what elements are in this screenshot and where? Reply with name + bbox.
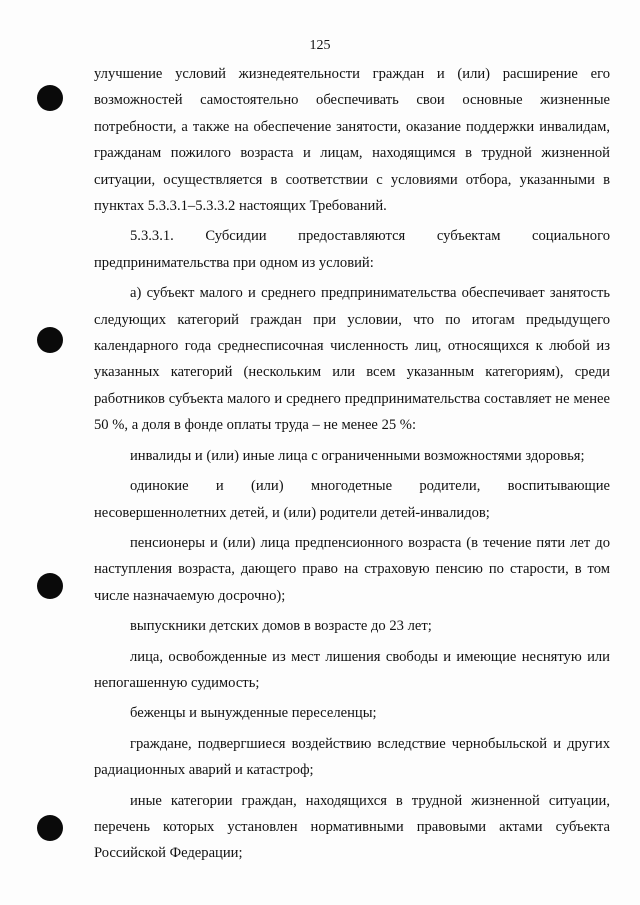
punch-hole-mark [37,815,63,841]
punch-hole-mark [37,573,63,599]
paragraph: а) субъект малого и среднего предпринимательства обеспечивает занятость следующих категорий граждан при условии, что по итогам предыдущего календарного года среднесписочная численность лиц, относящихся к любой из указанных категорий (нескольким или всем указанным категориям), среди работников субъекта малого и среднего предпринимательства составляет не менее 50 %, а доля в фонде оплаты труда – не менее 25 %: [94,285,610,434]
punch-hole-mark [37,327,63,353]
paragraph: иные категории граждан, находящихся в трудной жизненной ситуации, перечень которых установлен нормативными правовыми актами субъекта Российской Федерации; [94,792,610,862]
paragraph: улучшение условий жизнедеятельности граждан и (или) расширение его возможностей самостоятельно обеспечивать свои основные жизненные потребности, а также на обеспечение занятости, оказание поддержки инвалидам, гражданам пожилого возраста и лицам, находящимся в трудной жизненной ситуации, осуществляется в соответствии с условиями отбора, указанными в пунктах 5.3.3.1–5.3.3.2 настоящих Требований. [94,66,610,215]
paragraph: выпускники детских домов в возрасте до 23 лет; [130,618,432,635]
paragraph: лица, освобожденные из мест лишения свободы и имеющие неснятую или непогашенную судимость; [94,648,610,691]
punch-hole-mark [37,85,63,111]
page-number: 125 [309,38,331,53]
paragraph: пенсионеры и (или) лица предпенсионного возраста (в течение пяти лет до наступления возраста, дающего право на страховую пенсию по старости, в том числе назначаемую досрочно); [94,534,610,604]
paragraph: одинокие и (или) многодетные родители, воспитывающие несовершеннолетних детей, и (или) родители детей-инвалидов; [94,478,610,521]
body-text [94,61,610,867]
paragraph: 5.3.3.1. Субсидии предоставляются субъектам социального предпринимательства при одном из условий: [94,228,610,271]
paragraph: беженцы и вынужденные переселенцы; [130,705,377,722]
paragraph: граждане, подвергшиеся воздействию вследствие чернобыльской и других радиационных аварий и катастроф; [94,735,610,779]
paragraph: инвалиды и (или) иные лица с ограниченными возможностями здоровья; [130,447,585,464]
